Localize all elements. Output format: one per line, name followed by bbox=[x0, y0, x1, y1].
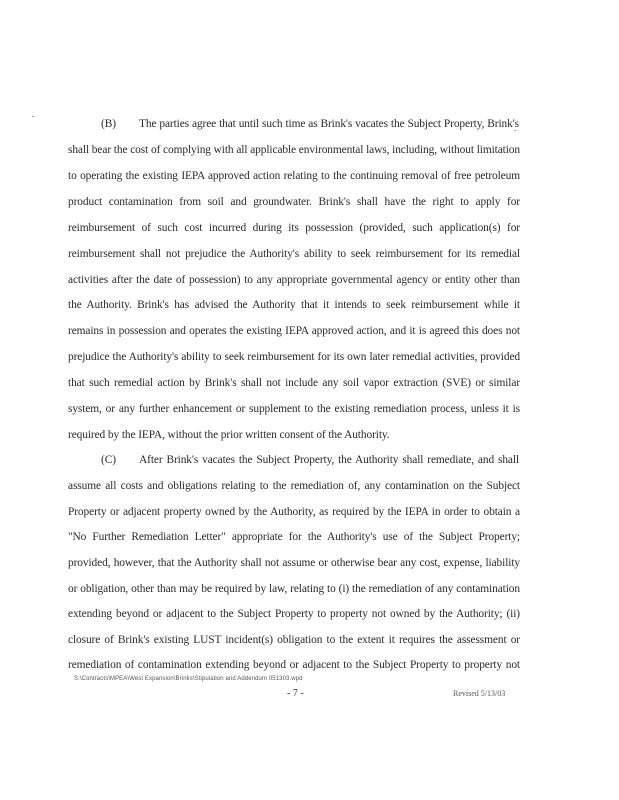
paragraph-c-line: assume all costs and obligations relating to the remediation of, any contamination on the Subject bbox=[68, 480, 520, 492]
paragraph-b-line: product contamination from soil and groundwater. Brink's shall have the right to apply for bbox=[68, 196, 520, 208]
paragraph-c-line: remediation of contamination extending beyond or adjacent to the Subject Property to property not bbox=[68, 659, 520, 671]
paragraph-b-line: remains in possession and operates the existing IEPA approved action, and it is agreed this does not bbox=[68, 325, 520, 337]
paragraph-c-line: provided, however, that the Authority shall not assume or otherwise bear any cost, expense, liability bbox=[68, 557, 520, 569]
paragraph-b-line: system, or any further enhancement or supplement to the existing remediation process, unless it is bbox=[68, 403, 520, 415]
paragraph-b-line-1 bbox=[101, 117, 519, 131]
paragraph-b-line: shall bear the cost of complying with all applicable environmental laws, including, without limitation bbox=[68, 144, 520, 156]
page-number: - 7 - bbox=[287, 688, 304, 699]
paragraph-b-text: The parties agree that until such time as Brink's vacates the Subject Property, Brink's bbox=[139, 118, 519, 130]
paragraph-b-line: to operating the existing IEPA approved action relating to the continuing removal of free petroleum bbox=[68, 170, 520, 182]
paragraph-b-line: that such remedial action by Brink's shall not include any soil vapor extraction (SVE) or similar bbox=[68, 377, 520, 389]
paragraph-b-line: reimbursement of such cost incurred during its possession (provided, such application(s) for bbox=[68, 222, 520, 234]
paragraph-c-line-1 bbox=[101, 453, 519, 467]
paragraph-c-line: or obligation, other than may be required by law, relating to (i) the remediation of any contamination bbox=[68, 583, 520, 595]
paragraph-b-line: prejudice the Authority's ability to seek reimbursement for its own later remedial activities, provided bbox=[68, 351, 520, 363]
paragraph-b-line: reimbursement shall not prejudice the Authority's ability to seek reimbursement for its remedial bbox=[68, 248, 520, 260]
revision-date: Revised 5/13/03 bbox=[453, 689, 506, 698]
paragraph-c-label: (C) bbox=[101, 454, 116, 466]
paragraph-c-line: Property or adjacent property owned by the Authority, as required by the IEPA in order to obtain a bbox=[68, 506, 520, 518]
scan-speck bbox=[32, 116, 34, 117]
footer-file-path: S:\Contracts\MPEA\West Expansion\Brinks\Stipulation and Addendum 051303.wpd bbox=[74, 676, 303, 682]
paragraph-c-line: closure of Brink's existing LUST incident(s) obligation to the extent it requires the assessment or bbox=[68, 634, 520, 646]
paragraph-c-line: extending beyond or adjacent to the Subject Property to property not owned by the Authority; (ii) bbox=[68, 608, 520, 620]
paragraph-b-line: activities after the date of possession) to any appropriate governmental agency or entity other than bbox=[68, 274, 520, 286]
paragraph-b-line: the Authority. Brink's has advised the Authority that it intends to seek reimbursement while it bbox=[68, 299, 520, 311]
paragraph-b-label: (B) bbox=[101, 118, 116, 130]
paragraph-b-line: required by the IEPA, without the prior written consent of the Authority. bbox=[68, 429, 390, 441]
paragraph-c-text: After Brink's vacates the Subject Property, the Authority shall remediate, and shall bbox=[139, 454, 519, 466]
paragraph-c-line: "No Further Remediation Letter" appropriate for the Authority's use of the Subject Property; bbox=[68, 531, 520, 543]
